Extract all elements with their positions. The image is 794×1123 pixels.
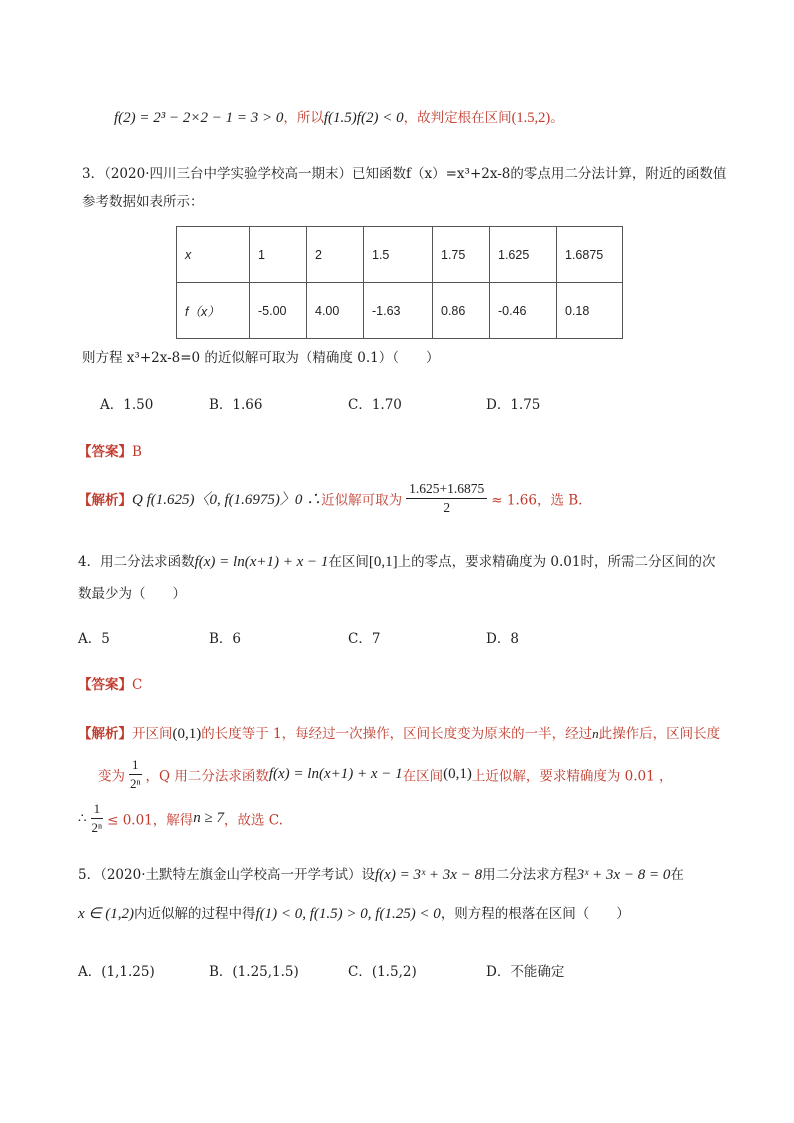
- q4-a2a: 变为: [98, 768, 125, 785]
- q5-option-a[interactable]: A．(1,1.25): [78, 964, 155, 980]
- q5-line2b: ，则方程的根落在区间（ ）: [440, 906, 630, 922]
- top-line: [114, 106, 564, 127]
- q4-a1-n: n: [592, 726, 599, 741]
- q4-stem-line1: [78, 550, 715, 571]
- answer-value: C: [132, 677, 143, 693]
- q3-option-a[interactable]: A．1.50: [100, 397, 154, 413]
- q5-line1a: 5．（2020·土默特左旗金山学校高一开学考试）设: [78, 867, 375, 883]
- q4-a2d: 上近似解，要求精确度为 0.01 ，: [471, 768, 673, 785]
- answer-tag: 【答案】: [78, 677, 132, 693]
- table-cell: 1.75: [433, 227, 490, 283]
- analysis-tag: 【解析】: [78, 726, 132, 742]
- q4-a2c: 在区间: [402, 768, 444, 785]
- q4-analysis-line2: [98, 756, 673, 793]
- q4-a2b: ，Q 用二分法求函数: [145, 768, 269, 785]
- q3-analysis: [78, 480, 582, 517]
- q3-func: f（x）: [406, 166, 446, 182]
- q4-a2-formula: f(x) = ln(x+1) + x − 1: [268, 766, 403, 782]
- q5-equation: 3ˣ + 3x − 8 = 0: [576, 867, 671, 883]
- q4-analysis-line3: [78, 800, 283, 837]
- q4-formula: f(x) = ln(x+1) + x − 1: [194, 554, 329, 570]
- q4-a3c: n ≥ 7: [193, 810, 224, 826]
- table-cell: -1.63: [364, 283, 433, 339]
- q3-question: 则方程 x³+2x-8=0 的近似解可取为（精确度 0.1）（ ）: [82, 350, 440, 366]
- table-head-x: x: [177, 227, 250, 283]
- fraction-numerator: 1: [91, 800, 104, 819]
- q4-stem-line2: 数最少为（ ）: [78, 586, 186, 602]
- q3-analysis-formula: Q f(1.625)〈0, f(1.6975)〉0 ∴: [132, 492, 322, 508]
- table-row: [177, 283, 623, 339]
- fraction-denominator: 2ⁿ: [91, 820, 103, 835]
- top-middle: ，所以: [283, 110, 324, 126]
- q3-option-c[interactable]: C．1.70: [348, 397, 402, 413]
- q4-option-d[interactable]: D．8: [486, 631, 519, 647]
- table-cell: 1.5: [364, 227, 433, 283]
- q3-option-b[interactable]: B．1.66: [209, 397, 263, 413]
- q5-formula: f(x) = 3ˣ + 3x − 8: [375, 867, 483, 883]
- q3-value-table: [176, 226, 623, 339]
- q3-option-d[interactable]: D．1.75: [486, 397, 541, 413]
- q4-a1c: 此操作后，区间长度: [598, 726, 721, 742]
- q4-a3d: ，故选 C.: [224, 812, 283, 829]
- q4-option-b[interactable]: B．6: [209, 631, 242, 647]
- q5-option-d[interactable]: D．不能确定: [486, 964, 565, 980]
- table-cell: 4.00: [307, 283, 364, 339]
- table-cell: -5.00: [250, 283, 307, 339]
- table-cell: 1: [250, 227, 307, 283]
- analysis-tag: 【解析】: [78, 492, 132, 509]
- q5-stem-line2: [78, 902, 630, 923]
- q4-answer: [78, 673, 142, 693]
- fraction-denominator: 2ⁿ: [129, 776, 141, 791]
- q4-option-a[interactable]: A．5: [78, 631, 110, 647]
- q5-option-c[interactable]: C．(1.5,2): [348, 964, 417, 980]
- top-formula2: f(1.5)f(2) < 0: [323, 110, 404, 126]
- table-cell: 0.86: [433, 283, 490, 339]
- q3-answer: [78, 440, 142, 460]
- top-end: 。: [550, 110, 564, 126]
- q4-line1b: 在区间: [328, 554, 369, 570]
- top-tail: ，故判定根在区间: [403, 110, 512, 126]
- q4-a1a: 开区间: [132, 726, 173, 742]
- q4-line1a: 4．用二分法求函数: [78, 554, 195, 570]
- table-head-fx: f（x）: [177, 283, 250, 339]
- q4-a2-interval: (0,1): [443, 766, 472, 782]
- q4-analysis-line1: [78, 722, 720, 743]
- q3-analysis-result: ≈ 1.66，选 B.: [491, 492, 583, 509]
- q3-rest: =x³+2x-8的零点用二分法计算，附近的函数值: [445, 166, 727, 182]
- table-cell: 1.625: [490, 227, 557, 283]
- q5-stem-line1: [78, 863, 684, 884]
- q5-domain: x ∈ (1,2): [78, 906, 134, 922]
- q5-option-b[interactable]: B．(1.25,1.5): [209, 964, 299, 980]
- q3-stem-line1: [82, 162, 726, 182]
- q4-a1-interval: (0,1): [172, 726, 202, 742]
- q3-prefix: 3．（2020·四川三台中学实验学校高一期末）已知函数: [82, 166, 406, 182]
- top-interval: (1.5,2): [511, 110, 551, 126]
- q4-fraction: [129, 756, 142, 793]
- answer-tag: 【答案】: [78, 444, 132, 460]
- table-cell: 0.18: [557, 283, 623, 339]
- fraction-numerator: 1.625+1.6875: [406, 480, 487, 499]
- q3-stem-line2: 参考数据如表所示：: [82, 194, 204, 210]
- q4-a3b: ≤ 0.01，解得: [107, 812, 194, 829]
- q3-fraction: [406, 480, 487, 517]
- top-formula: f(2) = 2³ − 2×2 − 1 = 3 > 0: [114, 110, 284, 126]
- q5-values: f(1) < 0, f(1.5) > 0, f(1.25) < 0: [255, 906, 441, 922]
- q4-interval: [0,1]: [368, 554, 398, 570]
- fraction-denominator: 2: [443, 500, 451, 515]
- q5-line1b: 用二分法求方程: [482, 867, 577, 883]
- table-cell: 1.6875: [557, 227, 623, 283]
- q4-option-c[interactable]: C．7: [348, 631, 381, 647]
- q3-analysis-text: 近似解可取为: [321, 492, 403, 509]
- table-cell: -0.46: [490, 283, 557, 339]
- q4-a3a: ∴: [78, 810, 87, 827]
- q4-a1b: 的长度等于 1，每经过一次操作，区间长度变为原来的一半，经过: [201, 726, 593, 742]
- table-cell: 2: [307, 227, 364, 283]
- fraction-numerator: 1: [129, 756, 142, 775]
- q5-line1c: 在: [670, 867, 684, 883]
- q4-fraction2: [91, 800, 104, 837]
- q5-line2a: 内近似解的过程中得: [133, 906, 256, 922]
- answer-value: B: [132, 444, 142, 460]
- q4-line1c: 上的零点，要求精确度为 0.01时，所需二分区间的次: [397, 554, 716, 570]
- table-row: [177, 227, 623, 283]
